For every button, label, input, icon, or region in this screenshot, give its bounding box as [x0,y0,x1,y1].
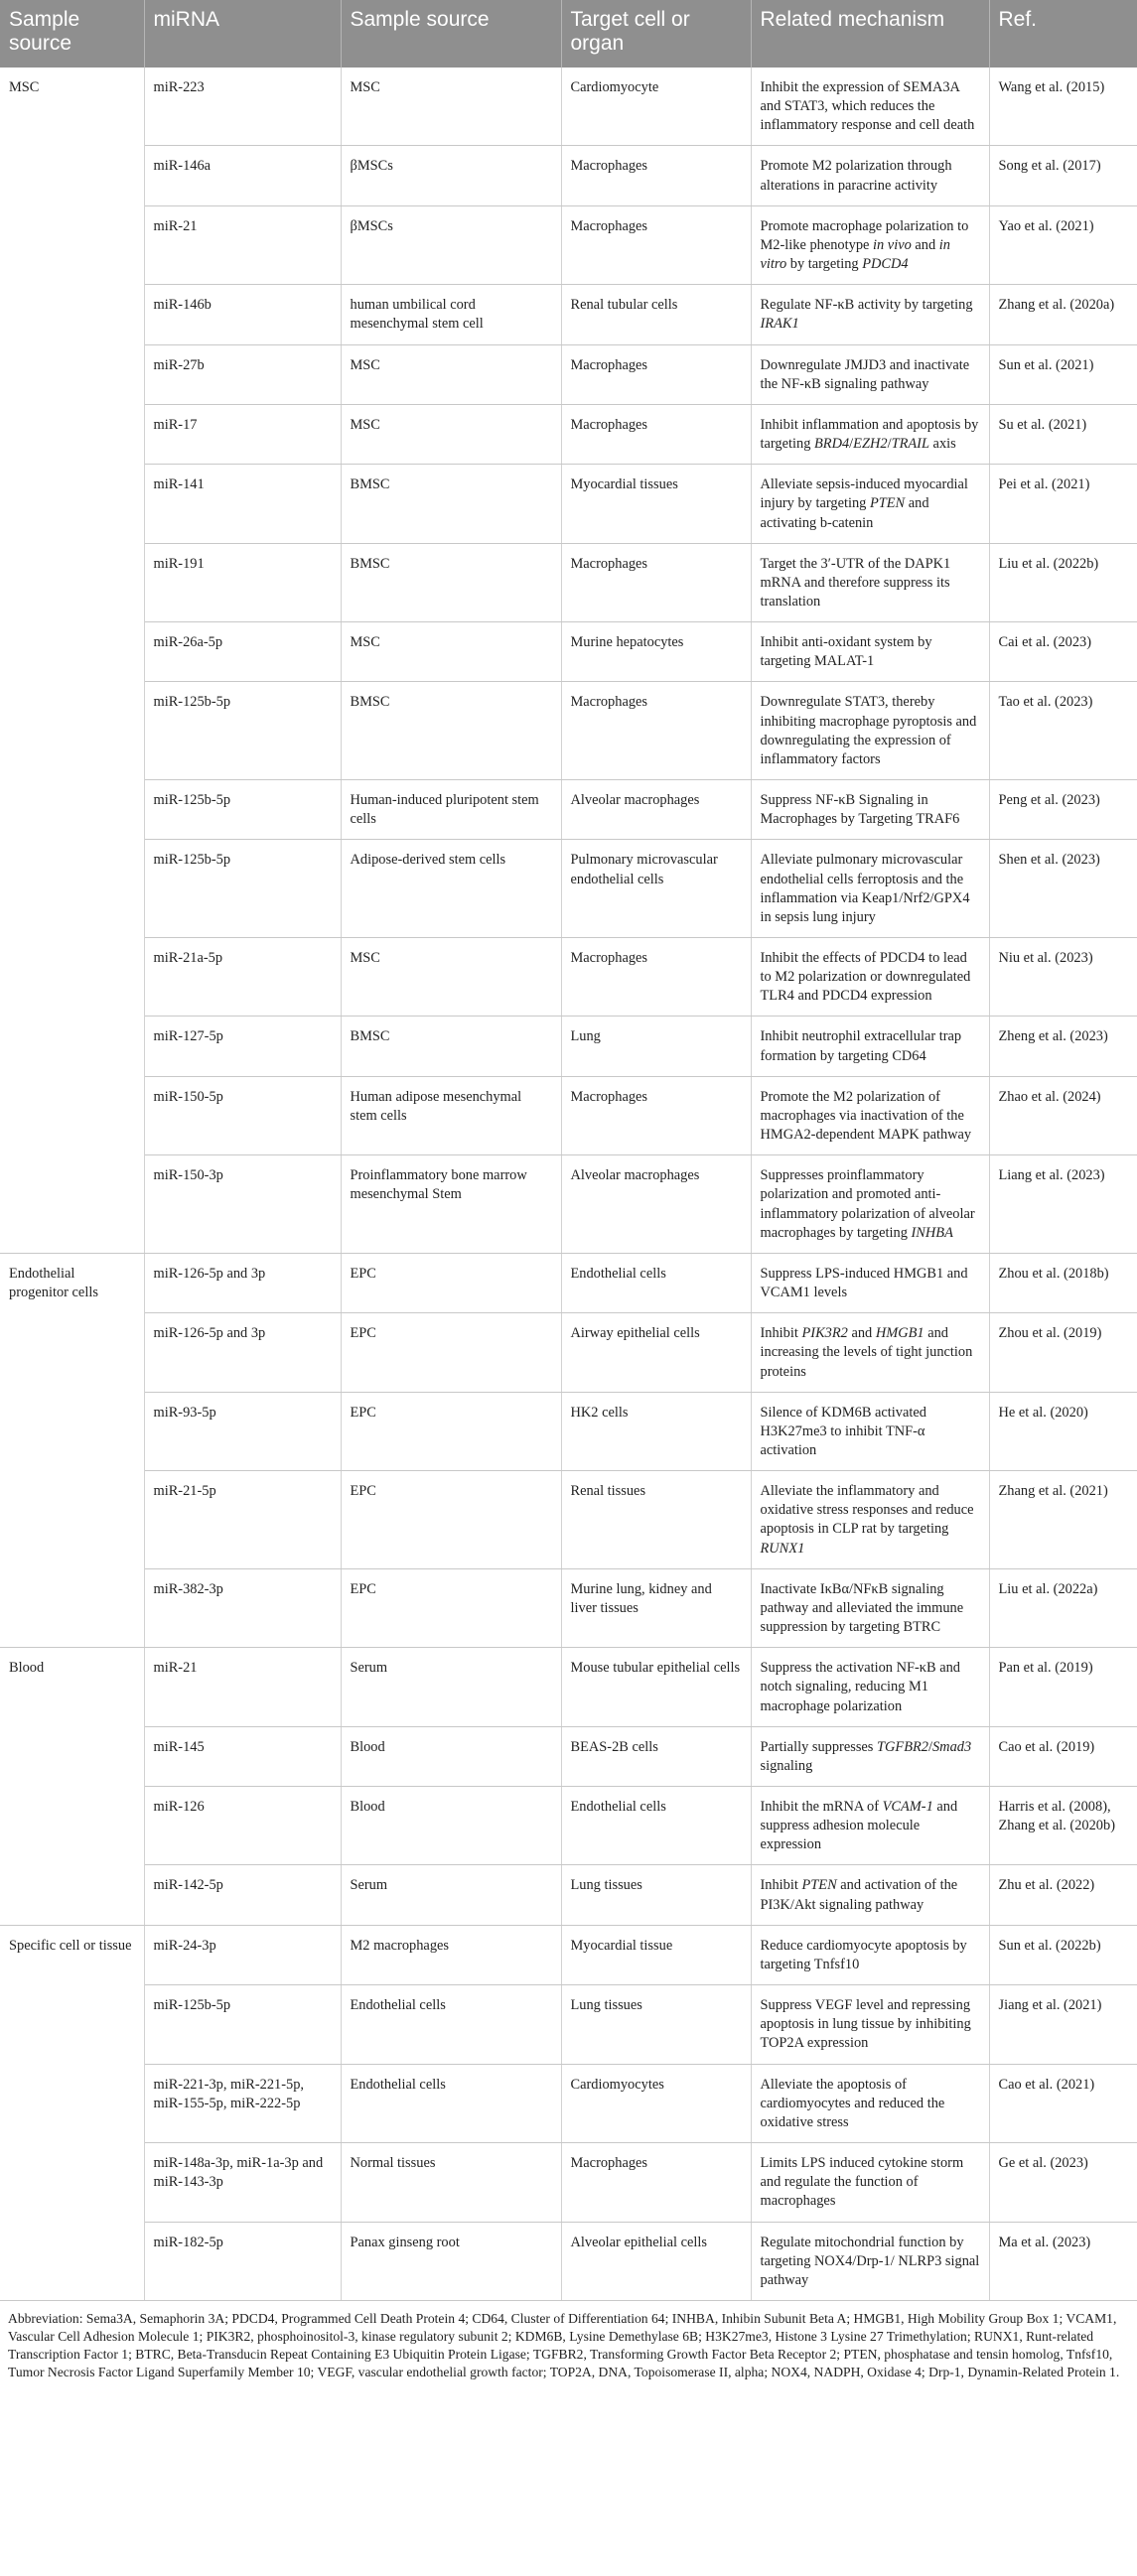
cell-target: Macrophages [561,146,751,205]
cell-ref: Sun et al. (2021) [989,344,1137,404]
cell-sample-source: MSC [341,404,561,464]
cell-mechanism: Suppresses proinflammatory polarization and promoted anti-inflammatory polarization of alveolar macrophages by targeting INHBA [751,1155,989,1254]
cell-mirna: miR-17 [144,404,341,464]
cell-ref: Zhang et al. (2021) [989,1471,1137,1569]
cell-sample-source: MSC [341,68,561,146]
cell-ref: Ge et al. (2023) [989,2143,1137,2222]
cell-sample-source: EPC [341,1253,561,1312]
cell-mechanism: Partially suppresses TGFBR2/Smad3 signaling [751,1726,989,1786]
cell-sample-source: βMSCs [341,146,561,205]
cell-ref: Peng et al. (2023) [989,780,1137,840]
cell-mirna: miR-146b [144,285,341,344]
cell-mechanism: Inhibit anti-oxidant system by targeting MALAT-1 [751,622,989,682]
cell-sample-source: EPC [341,1471,561,1569]
cell-ref: Pan et al. (2019) [989,1648,1137,1726]
cell-sample-source: Panax ginseng root [341,2222,561,2300]
cell-mirna: miR-125b-5p [144,780,341,840]
cell-ref: Tao et al. (2023) [989,682,1137,780]
cell-mirna: miR-26a-5p [144,622,341,682]
cell-sample-source: MSC [341,938,561,1017]
table-row [0,2064,1137,2142]
cell-ref: Niu et al. (2023) [989,938,1137,1017]
cell-mirna: miR-21 [144,205,341,284]
table-row [0,205,1137,284]
table-row [0,622,1137,682]
cell-sample-source: M2 macrophages [341,1925,561,1984]
cell-mirna: miR-142-5p [144,1865,341,1925]
cell-mirna: miR-141 [144,465,341,543]
table-row [0,780,1137,840]
table-row [0,543,1137,621]
table-row [0,1313,1137,1392]
cell-mirna: miR-382-3p [144,1568,341,1647]
cell-mirna: miR-221-3p, miR-221-5p, miR-155-5p, miR-222-5p [144,2064,341,2142]
table-row [0,1253,1137,1312]
cell-ref: Zheng et al. (2023) [989,1017,1137,1076]
table-row [0,1076,1137,1154]
header-ref: Ref. [989,0,1137,68]
cell-mechanism: Alleviate the inflammatory and oxidative stress responses and reduce apoptosis in CLP rat by targeting RUNX1 [751,1471,989,1569]
cell-sample-source: Proinflammatory bone marrow mesenchymal Stem [341,1155,561,1254]
cell-mechanism: Promote macrophage polarization to M2-like phenotype in vivo and in vitro by targeting PDCD4 [751,205,989,284]
header-mechanism: Related mechanism [751,0,989,68]
table-row [0,404,1137,464]
cell-ref: Zhu et al. (2022) [989,1865,1137,1925]
table-row [0,465,1137,543]
cell-target: Macrophages [561,2143,751,2222]
cell-ref: Jiang et al. (2021) [989,1985,1137,2064]
abbreviation-footnote: Abbreviation: Sema3A, Semaphorin 3A; PDCD4, Programmed Cell Death Protein 4; CD64, Cluster of Differentiation 64; INHBA, Inhibin Subunit Beta A; HMGB1, High Mobility Group Box 1; VCAM1, Vascular Cell Adhesion Molecule 1; PIK3R2, phosphoinositol-3, kinase regulatory subunit 2; KDM6B, Lysine Demethylase 6B; H3K27me3, Histone 3 Lysine 27 Trimethylation; RUNX1, Runt-related Transcription Factor 1; BTRC, Beta-Transducin Repeat Containing E3 Ubiquitin Protein Ligase; TGFBR2, Transforming Growth Factor Beta Receptor 2; PTEN, phosphatase and tensin homolog, Tnfsf10, Tumor Necrosis Factor Ligand Superfamily Member 10; VEGF, vascular endothelial growth factor; TOP2A, DNA, Topoisomerase II, alpha; NOX4, NADPH, Oxidase 4; Drp-1, Dynamin-Related Protein 1. [8,2310,1120,2379]
cell-sample-source: EPC [341,1568,561,1647]
cell-sample-source: EPC [341,1392,561,1470]
cell-ref: Song et al. (2017) [989,146,1137,205]
header-sample-source: Sample source [341,0,561,68]
cell-mirna: miR-145 [144,1726,341,1786]
cell-target: Alveolar epithelial cells [561,2222,751,2300]
cell-sample-source: EPC [341,1313,561,1392]
cell-group-source: Endothelial progenitor cells [0,1253,144,1647]
cell-mirna: miR-126-5p and 3p [144,1253,341,1312]
cell-sample-source: Blood [341,1726,561,1786]
cell-target: Renal tubular cells [561,285,751,344]
cell-mirna: miR-191 [144,543,341,621]
cell-target: Endothelial cells [561,1253,751,1312]
cell-target: Alveolar macrophages [561,1155,751,1254]
table-row [0,2222,1137,2300]
cell-target: Airway epithelial cells [561,1313,751,1392]
cell-sample-source: Endothelial cells [341,1985,561,2064]
cell-ref: Liu et al. (2022a) [989,1568,1137,1647]
cell-ref: Cao et al. (2021) [989,2064,1137,2142]
cell-ref: Zhou et al. (2019) [989,1313,1137,1392]
cell-mechanism: Alleviate the apoptosis of cardiomyocytes and reduced the oxidative stress [751,2064,989,2142]
table-row [0,1726,1137,1786]
cell-ref: Cai et al. (2023) [989,622,1137,682]
cell-target: Pulmonary microvascular endothelial cells [561,840,751,938]
cell-target: Macrophages [561,1076,751,1154]
table-row [0,1392,1137,1470]
cell-mechanism: Suppress LPS-induced HMGB1 and VCAM1 levels [751,1253,989,1312]
cell-ref: Su et al. (2021) [989,404,1137,464]
cell-sample-source: Adipose-derived stem cells [341,840,561,938]
table-row [0,1648,1137,1726]
cell-mechanism: Promote the M2 polarization of macrophages via inactivation of the HMGA2-dependent MAPK pathway [751,1076,989,1154]
table-row [0,146,1137,205]
cell-target: Lung [561,1017,751,1076]
cell-target: Macrophages [561,344,751,404]
cell-mirna: miR-125b-5p [144,840,341,938]
cell-ref: Zhao et al. (2024) [989,1076,1137,1154]
header-mirna: miRNA [144,0,341,68]
table-row [0,682,1137,780]
table-row [0,1568,1137,1647]
cell-mechanism: Inhibit the mRNA of VCAM-1 and suppress adhesion molecule expression [751,1787,989,1865]
cell-target: Myocardial tissues [561,465,751,543]
cell-mirna: miR-148a-3p, miR-1a-3p and miR-143-3p [144,2143,341,2222]
cell-ref: He et al. (2020) [989,1392,1137,1470]
cell-mechanism: Inhibit the expression of SEMA3A and STAT3, which reduces the inflammatory response and cell death [751,68,989,146]
cell-sample-source: BMSC [341,543,561,621]
cell-ref: Sun et al. (2022b) [989,1925,1137,1984]
cell-target: Cardiomyocytes [561,2064,751,2142]
cell-mechanism: Suppress NF-κB Signaling in Macrophages by Targeting TRAF6 [751,780,989,840]
cell-sample-source: βMSCs [341,205,561,284]
table-row [0,1155,1137,1254]
cell-mechanism: Target the 3′-UTR of the DAPK1 mRNA and therefore suppress its translation [751,543,989,621]
cell-mirna: miR-146a [144,146,341,205]
table-row [0,344,1137,404]
cell-group-source: Blood [0,1648,144,1926]
cell-mechanism: Inhibit inflammation and apoptosis by targeting BRD4/EZH2/TRAIL axis [751,404,989,464]
cell-target: Murine hepatocytes [561,622,751,682]
cell-mechanism: Alleviate sepsis-induced myocardial injury by targeting PTEN and activating b-catenin [751,465,989,543]
table-row [0,1017,1137,1076]
cell-mirna: miR-150-3p [144,1155,341,1254]
header-row [0,0,1137,68]
cell-mirna: miR-125b-5p [144,1985,341,2064]
cell-mirna: miR-223 [144,68,341,146]
cell-target: Endothelial cells [561,1787,751,1865]
cell-target: Lung tissues [561,1985,751,2064]
table-row [0,2143,1137,2222]
cell-mechanism: Suppress VEGF level and repressing apoptosis in lung tissue by inhibiting TOP2A expression [751,1985,989,2064]
cell-target: Mouse tubular epithelial cells [561,1648,751,1726]
cell-target: Macrophages [561,682,751,780]
cell-mirna: miR-126-5p and 3p [144,1313,341,1392]
cell-target: Macrophages [561,205,751,284]
cell-mirna: miR-21a-5p [144,938,341,1017]
table-row [0,938,1137,1017]
cell-ref: Pei et al. (2021) [989,465,1137,543]
cell-ref: Ma et al. (2023) [989,2222,1137,2300]
cell-sample-source: Serum [341,1865,561,1925]
cell-sample-source: Normal tissues [341,2143,561,2222]
table-row [0,1471,1137,1569]
cell-sample-source: Serum [341,1648,561,1726]
table-row [0,1925,1137,1984]
cell-target: Macrophages [561,938,751,1017]
cell-target: Macrophages [561,543,751,621]
cell-mechanism: Alleviate pulmonary microvascular endothelial cells ferroptosis and the inflammation via Keap1/Nrf2/GPX4 in sepsis lung injury [751,840,989,938]
header-target: Target cell or organ [561,0,751,68]
cell-ref: Liu et al. (2022b) [989,543,1137,621]
cell-mirna: miR-24-3p [144,1925,341,1984]
cell-target: Murine lung, kidney and liver tissues [561,1568,751,1647]
cell-mechanism: Inhibit PIK3R2 and HMGB1 and increasing the levels of tight junction proteins [751,1313,989,1392]
cell-mirna: miR-127-5p [144,1017,341,1076]
cell-ref: Yao et al. (2021) [989,205,1137,284]
table-row [0,840,1137,938]
cell-group-source: Specific cell or tissue [0,1925,144,2300]
cell-ref: Liang et al. (2023) [989,1155,1137,1254]
cell-mirna: miR-182-5p [144,2222,341,2300]
cell-ref: Cao et al. (2019) [989,1726,1137,1786]
cell-mechanism: Promote M2 polarization through alterations in paracrine activity [751,146,989,205]
cell-mechanism: Inhibit PTEN and activation of the PI3K/Akt signaling pathway [751,1865,989,1925]
cell-mirna: miR-150-5p [144,1076,341,1154]
table-header [0,0,1137,68]
cell-sample-source: BMSC [341,1017,561,1076]
cell-mechanism: Suppress the activation NF-κB and notch signaling, reducing M1 macrophage polarization [751,1648,989,1726]
header-sample-source-group: Sample source [0,0,144,68]
cell-sample-source: MSC [341,622,561,682]
cell-target: BEAS-2B cells [561,1726,751,1786]
cell-mechanism: Inhibit the effects of PDCD4 to lead to M2 polarization or downregulated TLR4 and PDCD4 expression [751,938,989,1017]
cell-mirna: miR-93-5p [144,1392,341,1470]
cell-mirna: miR-21 [144,1648,341,1726]
table-row [0,285,1137,344]
table-row [0,1985,1137,2064]
cell-target: HK2 cells [561,1392,751,1470]
cell-sample-source: Blood [341,1787,561,1865]
cell-sample-source: Endothelial cells [341,2064,561,2142]
cell-target: Cardiomyocyte [561,68,751,146]
table-row [0,1787,1137,1865]
table-row [0,68,1137,146]
cell-mirna: miR-126 [144,1787,341,1865]
cell-ref: Zhou et al. (2018b) [989,1253,1137,1312]
cell-target: Myocardial tissue [561,1925,751,1984]
cell-sample-source: BMSC [341,682,561,780]
cell-mechanism: Silence of KDM6B activated H3K27me3 to inhibit TNF-α activation [751,1392,989,1470]
cell-mirna: miR-125b-5p [144,682,341,780]
cell-target: Alveolar macrophages [561,780,751,840]
cell-mechanism: Regulate NF-κB activity by targeting IRAK1 [751,285,989,344]
cell-target: Macrophages [561,404,751,464]
cell-ref: Wang et al. (2015) [989,68,1137,146]
cell-mechanism: Downregulate STAT3, thereby inhibiting macrophage pyroptosis and downregulating the expression of inflammatory factors [751,682,989,780]
cell-sample-source: human umbilical cord mesenchymal stem cell [341,285,561,344]
cell-sample-source: MSC [341,344,561,404]
cell-target: Renal tissues [561,1471,751,1569]
table-row [0,1865,1137,1925]
cell-mechanism: Regulate mitochondrial function by targeting NOX4/Drp-1/ NLRP3 signal pathway [751,2222,989,2300]
cell-mirna: miR-21-5p [144,1471,341,1569]
cell-ref: Harris et al. (2008), Zhang et al. (2020b) [989,1787,1137,1865]
cell-sample-source: Human adipose mesenchymal stem cells [341,1076,561,1154]
cell-group-source: MSC [0,68,144,1253]
cell-mirna: miR-27b [144,344,341,404]
cell-sample-source: Human-induced pluripotent stem cells [341,780,561,840]
cell-target: Lung tissues [561,1865,751,1925]
table-body [0,68,1137,2300]
cell-ref: Zhang et al. (2020a) [989,285,1137,344]
cell-mechanism: Inactivate IκBα/NFκB signaling pathway and alleviated the immune suppression by targeting BTRC [751,1568,989,1647]
cell-mechanism: Limits LPS induced cytokine storm and regulate the function of macrophages [751,2143,989,2222]
cell-sample-source: BMSC [341,465,561,543]
cell-mechanism: Inhibit neutrophil extracellular trap formation by targeting CD64 [751,1017,989,1076]
cell-mechanism: Downregulate JMJD3 and inactivate the NF-κB signaling pathway [751,344,989,404]
cell-ref: Shen et al. (2023) [989,840,1137,938]
cell-mechanism: Reduce cardiomyocyte apoptosis by targeting Tnfsf10 [751,1925,989,1984]
